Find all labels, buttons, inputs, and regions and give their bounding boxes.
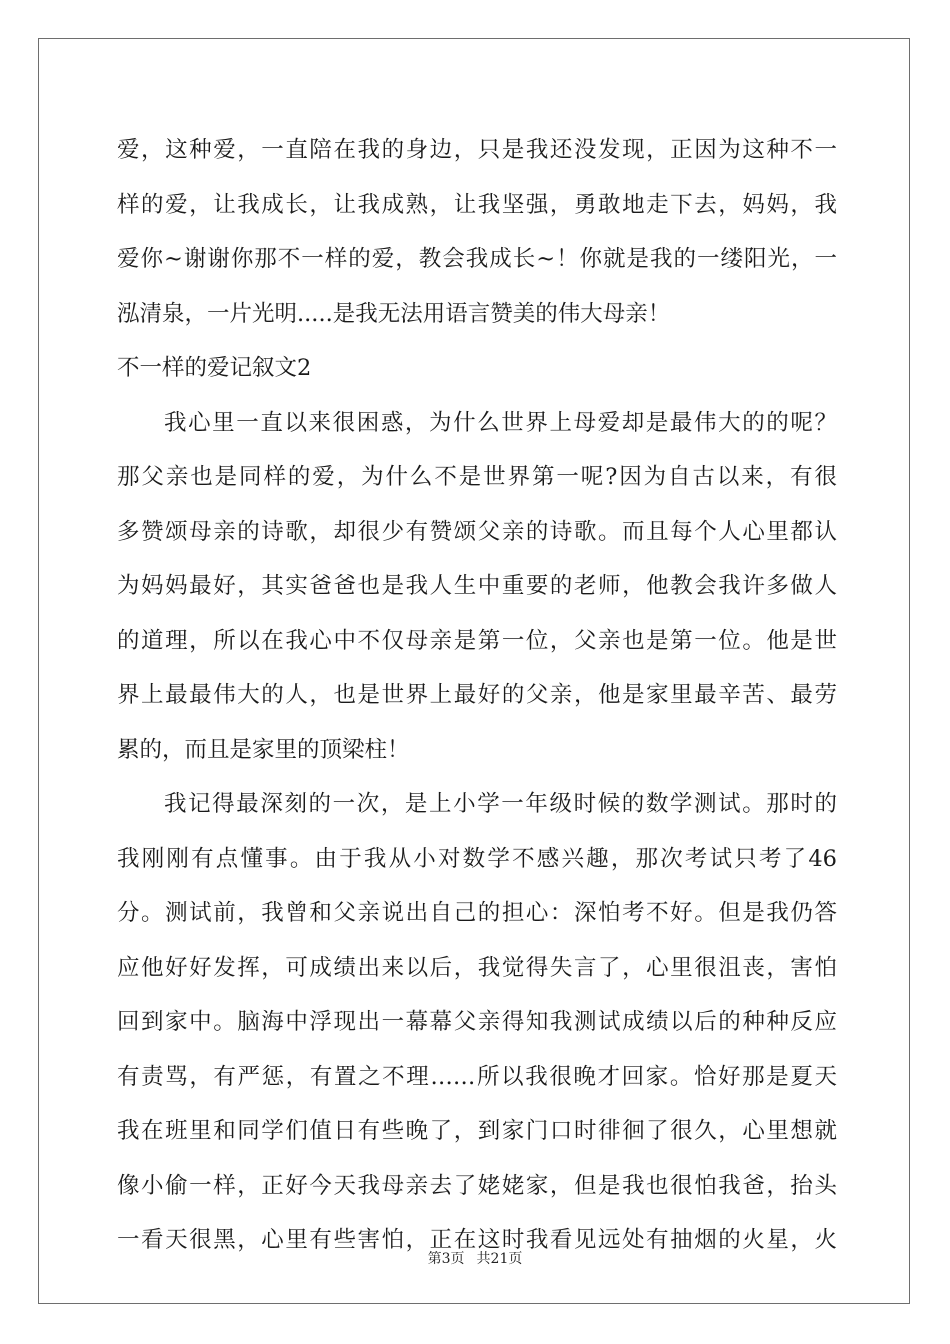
text-line: 应他好好发挥，可成绩出来以后，我觉得失言了，心里很沮丧，害怕 [117, 954, 837, 981]
text-line: 那父亲也是同样的爱，为什么不是世界第一呢?因为自古以来，有很 [117, 464, 837, 490]
text-line: 回到家中。脑海中浮现出一幕幕父亲得知我测试成绩以后的种种反应 [117, 1009, 837, 1035]
page-number: 第3页 [427, 1251, 465, 1267]
text-line: 像小偷一样，正好今天我母亲去了姥姥家，但是我也很怕我爸，抬头 [117, 1172, 837, 1199]
heading-text: 不一样的爱记叙文2 [117, 355, 312, 381]
text-line: 我心里一直以来很困惑，为什么世界上母爱却是最伟大的的呢？ [164, 409, 837, 436]
page-footer [0, 1248, 950, 1268]
section-heading [117, 341, 837, 396]
text-line: 爱，这种爱，一直陪在我的身边，只是我还没发现，正因为这种不一 [117, 137, 837, 163]
paragraph [117, 396, 837, 778]
text-line: 我记得最深刻的一次，是上小学一年级时候的数学测试。那时的 [164, 791, 837, 817]
text-line: 的道理，所以在我心中不仅母亲是第一位，父亲也是第一位。他是世 [117, 627, 837, 654]
paragraph [117, 777, 837, 1268]
text-line: 一看天很黑，心里有些害怕，正在这时我看见远处有抽烟的火星，火 [117, 1227, 837, 1253]
text-line: 累的，而且是家里的顶梁柱！ [117, 736, 410, 763]
document-body [117, 123, 837, 1268]
text-line: 样的爱，让我成长，让我成熟，让我坚强，勇敢地走下去，妈妈，我 [117, 191, 837, 218]
text-line: 分。测试前，我曾和父亲说出自己的担心：深怕考不好。但是我仍答 [117, 900, 837, 926]
text-line: 泓清泉，一片光明.....是我无法用语言赞美的伟大母亲！ [117, 300, 671, 327]
paragraph [117, 123, 837, 341]
page-total: 共21页 [476, 1251, 523, 1267]
text-line: 多赞颂母亲的诗歌，却很少有赞颂父亲的诗歌。而且每个人心里都认 [117, 518, 837, 545]
text-line: 有责骂，有严惩，有置之不理……所以我很晚才回家。恰好那是夏天 [117, 1063, 837, 1090]
text-line: 我在班里和同学们值日有些晚了，到家门口时徘徊了很久，心里想就 [117, 1118, 837, 1144]
text-line: 爱你~谢谢你那不一样的爱，教会我成长~！你就是我的一缕阳光，一 [117, 246, 837, 272]
text-line: 界上最最伟大的人，也是世界上最好的父亲，他是家里最辛苦、最劳 [117, 682, 837, 708]
text-line: 我刚刚有点懂事。由于我从小对数学不感兴趣，那次考试只考了46 [117, 845, 837, 872]
text-line: 为妈妈最好，其实爸爸也是我人生中重要的老师，他教会我许多做人 [117, 573, 837, 599]
